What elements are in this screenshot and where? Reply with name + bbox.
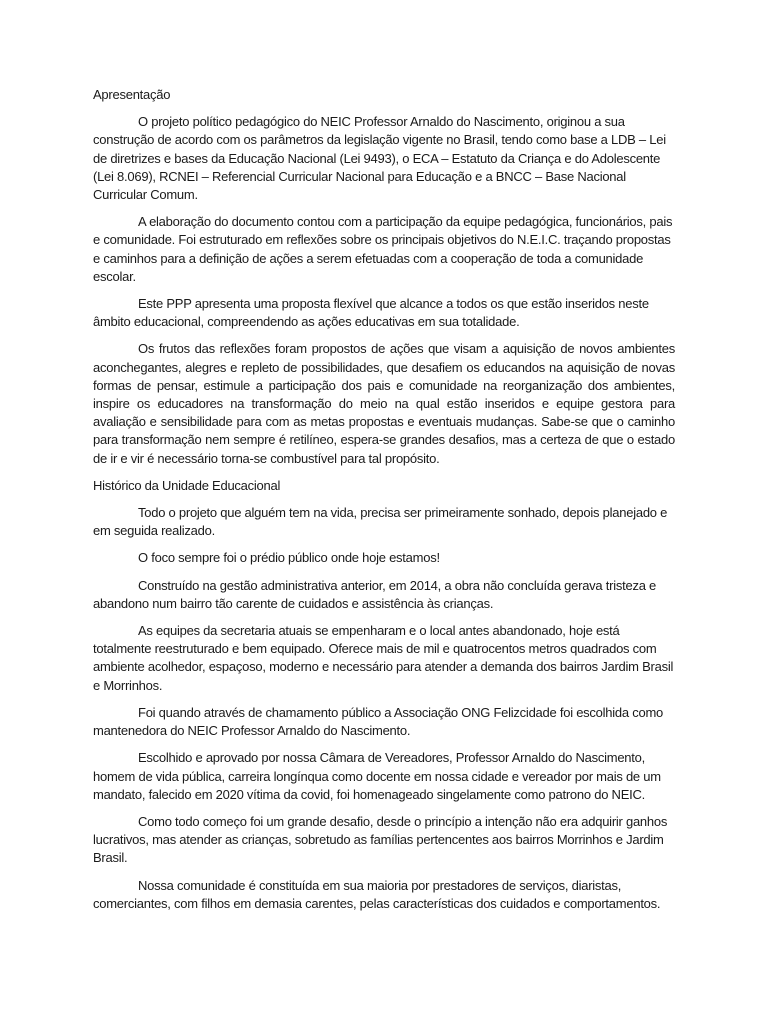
section-heading-apresentacao: Apresentação [93,87,171,102]
paragraph: Os frutos das reflexões foram propostos de ações que visam a aquisição de novos ambientes aconchegantes, alegres e repleto de possibilidades, que desafiem os educandos na aquisição de novas formas de pensar, estimule a participação dos pais e comunidade na reorganização dos ambientes, inspire os educadores na transformação do meio na qual estão inseridos e equipe gestora para avaliação e sensibilidade para com as metas propostas e eventuais mudanças. Sabe-se que o caminho para transformação nem sempre é retilíneo, espera-se grandes desafios, mas a certeza de que o estado de ir e vir é necessário torna-se combustível para tal propósito. [93,341,675,466]
section-heading-historico: Histórico da Unidade Educacional [93,477,281,493]
paragraph: Como todo começo foi um grande desafio, desde o princípio a intenção não era adquirir ganhos lucrativos, mas atender as crianças, sobretudo as famílias pertencentes aos bairros Morrinhos e Jardim Brasil. [93,813,668,866]
paragraph: Foi quando através de chamamento público a Associação ONG Felizcidade foi escolhida como mantenedora do NEIC Professor Arnaldo do Nascimento. [93,704,664,739]
paragraph: O projeto político pedagógico do NEIC Professor Arnaldo do Nascimento, originou a sua construção de acordo com os parâmetros da legislação vigente no Brasil, tendo como base a LDB – Lei de diretrizes e bases da Educação Nacional (Lei 9493), o ECA – Estatuto da Criança e do Adolescente (Lei 8.069), RCNEI – Referencial Curricular Nacional para Educação e a BNCC – Base Nacional Curricular Comum. [93,114,666,203]
paragraph: Todo o projeto que alguém tem na vida, precisa ser primeiramente sonhado, depois planejado e em seguida realizado. [93,505,668,539]
paragraph: O foco sempre foi o prédio público onde hoje estamos! [138,550,440,566]
paragraph: Este PPP apresenta uma proposta flexível que alcance a todos os que estão inseridos neste âmbito educacional, compreendendo as ações educativas em sua totalidade. [93,296,649,330]
paragraph: Construído na gestão administrativa anterior, em 2014, a obra não concluída gerava tristeza e abandono num bairro tão carente de cuidados e assistência às crianças. [93,577,657,611]
paragraph: As equipes da secretaria atuais se empenharam e o local antes abandonado, hoje está totalmente reestruturado e bem equipado. Oferece mais de mil e quatrocentos metros quadrados com ambiente acolhedor, espaçoso, moderno e necessário para atender a demanda dos bairros Jardim Brasil e Morrinhos. [93,623,674,693]
document-page [93,86,675,922]
paragraph: Nossa comunidade é constituída em sua maioria por prestadores de serviços, diaristas, comerciantes, com filhos em demasia carentes, pelas características dos cuidados e comportamentos. [93,877,661,911]
paragraph: A elaboração do documento contou com a participação da equipe pedagógica, funcionários, pais e comunidade. Foi estruturado em reflexões sobre os principais objetivos do N.E.I.C. traçando propostas e caminhos para a definição de ações a serem efetuadas com a cooperação de toda a comunidade escolar. [93,214,673,284]
paragraph: Escolhido e aprovado por nossa Câmara de Vereadores, Professor Arnaldo do Nascimento, homem de vida pública, carreira longínqua como docente em nossa cidade e vereador por mais de um mandato, falecido em 2020 vítima da covid, foi homenageado singelamente como patrono do NEIC. [93,750,661,802]
